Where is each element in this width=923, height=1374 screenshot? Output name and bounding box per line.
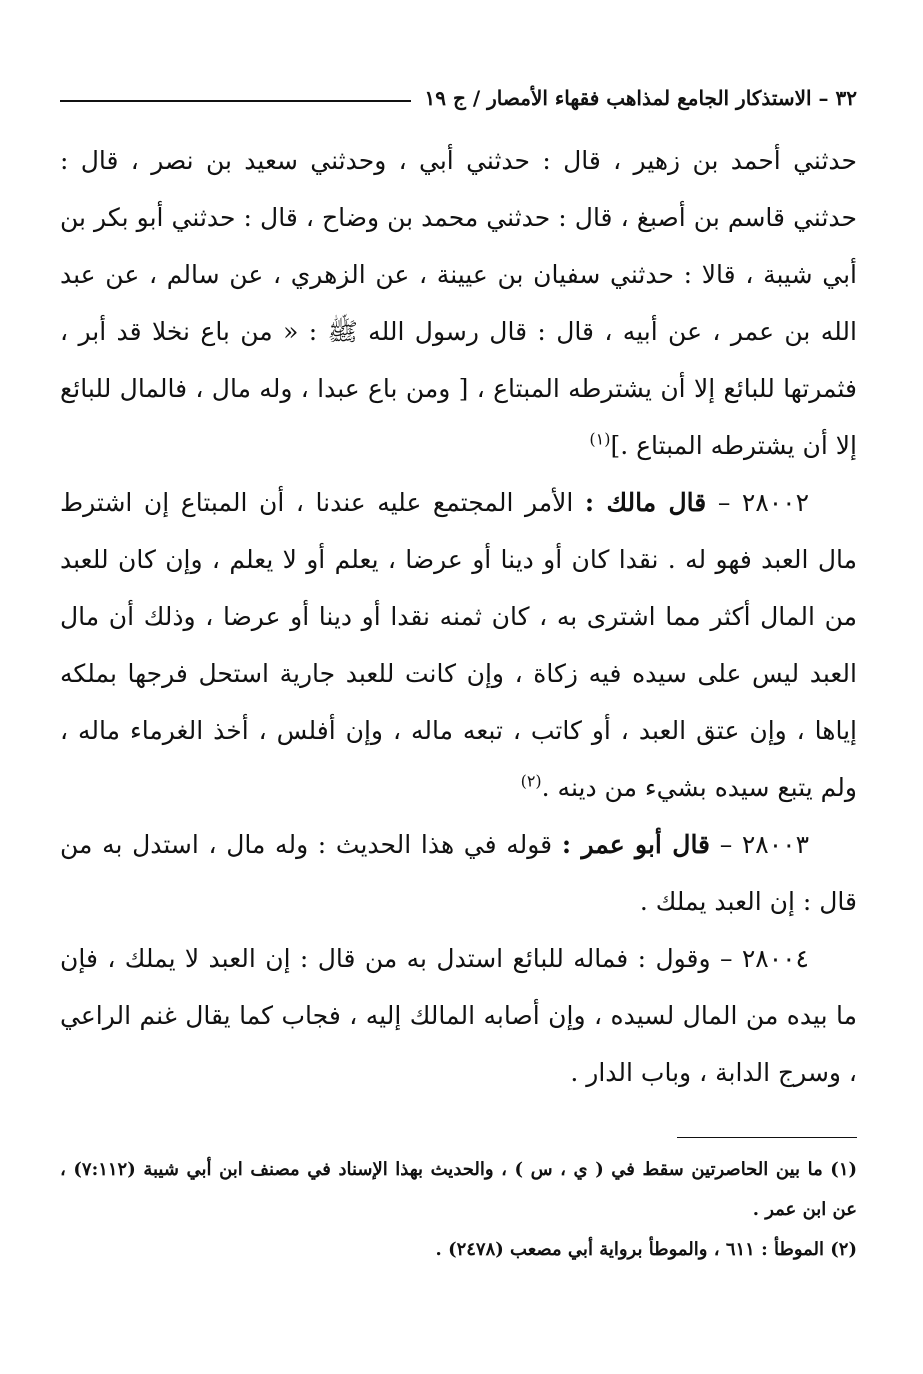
book-page [60,78,857,1374]
paragraph-28002 [60,474,857,816]
body-text [60,132,857,1101]
paragraph-isnad [60,132,857,474]
paragraph-number: ٢٨٠٠٣ – [719,830,809,859]
running-header [60,78,857,118]
paragraph-text: حدثني أحمد بن زهير ، قال : حدثني أبي ، وحدثني سعيد بن نصر ، قال : حدثني قاسم بن أصبغ ، قال : حدثني محمد بن وضاح ، قال : حدثني أبو بكر بن أبي شيبة ، قالا : حدثني سفيان بن عيينة ، عن الزهري ، عن سالم ، عن عبد الله بن عمر ، عن أبيه ، قال : قال رسول الله ﷺ : « من باع نخلا قد أبر ، فثمرتها للبائع إلا أن يشترطه المبتاع ، [ ومن باع عبدا ، وله مال ، فالمال للبائع إلا أن يشترطه المبتاع .] [60,146,857,460]
footnote-1: (١) ما بين الحاصرتين سقط في ( ي ، س ) ، والحديث بهذا الإسناد في مصنف ابن أبي شيبة (٧:١١٢) ، عن ابن عمر . [60,1159,858,1220]
footnote-ref-1: (١) [589,429,611,449]
footnote-rule [677,1137,857,1138]
footnotes [60,1150,857,1270]
paragraph-speaker: قال أبو عمر : [561,830,711,859]
paragraph-text: الأمر المجتمع عليه عندنا ، أن المبتاع إن اشترط مال العبد فهو له . نقدا كان أو دينا أو عرضا ، يعلم أو لا يعلم ، وإن كان للعبد من المال أكثر مما اشترى به ، كان ثمنه نقدا أو دينا أو عرضا ، وذلك أن مال العبد ليس على سيده فيه زكاة ، وإن كانت للعبد جارية استحل فرجها بملكه إياها ، وإن عتق العبد ، أو كاتب ، تبعه ماله ، وإن أفلس ، أخذ الغرماء ماله ، ولم يتبع سيده بشيء من دينه . [60,488,857,802]
running-header-text: ٣٢ – الاستذكار الجامع لمذاهب فقهاء الأمصار / ج ١٩ [424,86,857,110]
footnote-2: (٢) الموطأ : ٦١١ ، والموطأ برواية أبي مصعب (٢٤٧٨) . [435,1239,857,1260]
paragraph-speaker: قال مالك : [584,488,707,517]
paragraph-28004 [60,930,857,1101]
header-rule [60,100,411,102]
paragraph-text: قوله في هذا الحديث : وله مال ، استدل به من قال : إن العبد يملك . [60,830,857,916]
paragraph-text: وقول : فماله للبائع استدل به من قال : إن العبد لا يملك ، فإن ما بيده من المال لسيده ، وإن أصابه المالك إليه ، فجاب كما يقال غنم الراعي ، وسرج الدابة ، وباب الدار . [60,944,857,1087]
paragraph-28003 [60,816,857,930]
paragraph-number: ٢٨٠٠٤ – [719,944,809,973]
footnote-ref-2: (٢) [520,771,542,791]
paragraph-number: ٢٨٠٠٢ – [717,488,810,517]
